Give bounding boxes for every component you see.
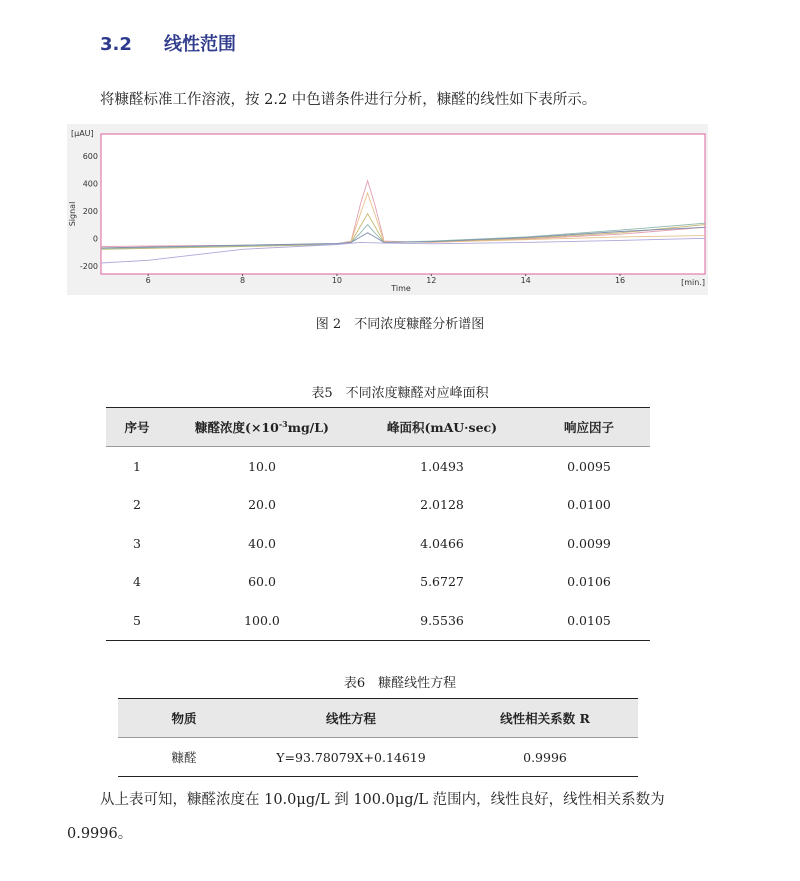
header-concentration: 糠醛浓度$(\times 10^{-3}mg/L)$: [168, 408, 356, 447]
y-tick-label: 0: [92, 234, 98, 244]
intro-paragraph: 将糠醛标准工作溶液，按 2.2 中色谱条件进行分析，糠醛的线性如下表所示。: [100, 92, 597, 108]
cell-seq: 3: [133, 535, 141, 551]
figure-caption: 图 2 不同浓度糠醛分析谱图: [315, 317, 485, 332]
table5-caption: 表5 不同浓度糠醛对应峰面积: [311, 386, 489, 401]
cell-seq: 2: [133, 497, 141, 513]
table-header-row: [118, 699, 638, 738]
cell-response-factor: 0.0100: [567, 497, 611, 513]
table6-caption: 表6 糠醛线性方程: [343, 676, 457, 691]
y-tick-label: 400: [82, 179, 98, 189]
cell-response-factor: 0.0105: [567, 612, 611, 628]
header-substance: 物质: [118, 699, 250, 738]
cell-response-factor: 0.0095: [567, 458, 611, 474]
conclusion-paragraph: 从上表可知，糠醛浓度在 10.0μg/L 到 100.0μg/L 范围内，线性良好，线性相关系数为: [100, 792, 665, 808]
cell-peak-area: 2.0128: [420, 497, 464, 513]
chromatogram-svg: [67, 124, 708, 295]
x-tick-label: 16: [614, 276, 626, 285]
x-tick-label: 6: [145, 276, 151, 285]
x-axis-label: Time: [391, 284, 411, 293]
section-title: 线性范围: [164, 34, 236, 55]
cell-substance: 糠醛: [171, 750, 197, 765]
cell-concentration: 40.0: [248, 535, 276, 551]
cell-concentration: 100.0: [244, 612, 280, 628]
cell-concentration: 10.0: [248, 458, 276, 474]
table-row: [106, 601, 650, 640]
x-tick-label: 10: [331, 276, 343, 285]
y-tick-label: 200: [82, 206, 98, 216]
conclusion-paragraph-continued: 0.9996。: [67, 826, 133, 842]
cell-peak-area: 5.6727: [420, 574, 464, 590]
chromatogram-chart: [67, 124, 708, 295]
cell-seq: 1: [133, 458, 141, 474]
x-tick-label: 14: [520, 276, 531, 285]
cell-response-factor: 0.0099: [567, 535, 611, 551]
y-unit-label: [µAU]: [71, 129, 94, 138]
cell-peak-area: 9.5536: [420, 612, 464, 628]
cell-response-factor: 0.0106: [567, 574, 611, 590]
header-equation: 线性方程: [250, 699, 452, 738]
cell-peak-area: 4.0466: [420, 535, 464, 551]
y-axis-label: Signal: [68, 201, 77, 227]
header-peak-area: 峰面积(mAU·sec): [356, 408, 528, 447]
table-header-row: [106, 408, 650, 447]
plot-area: [101, 134, 705, 274]
cell-equation: Y=93.78079X+0.14619: [276, 749, 426, 765]
linear-equation-table: [118, 698, 638, 777]
cell-concentration: 60.0: [248, 574, 276, 590]
x-tick-label: 12: [426, 276, 437, 285]
cell-concentration: 20.0: [248, 497, 276, 513]
table-row: [106, 524, 650, 563]
header-response-factor: 响应因子: [528, 408, 650, 447]
header-seq: 序号: [106, 408, 168, 447]
cell-seq: 4: [133, 574, 141, 590]
cell-peak-area: 1.0493: [420, 458, 464, 474]
table-row: [118, 738, 638, 777]
cell-seq: 5: [133, 612, 141, 628]
x-tick-label: 8: [240, 276, 246, 285]
table-row: [106, 447, 650, 486]
header-correlation: 线性相关系数 R: [452, 699, 638, 738]
table-row: [106, 486, 650, 525]
table-row: [106, 563, 650, 602]
x-unit-label: [min.]: [681, 278, 705, 287]
y-tick-label: 600: [82, 151, 98, 161]
peak-area-table: [106, 407, 650, 641]
section-heading: [100, 30, 236, 56]
y-tick-label: -200: [79, 261, 98, 271]
section-number: 3.2: [100, 34, 132, 55]
cell-correlation: 0.9996: [523, 749, 567, 765]
